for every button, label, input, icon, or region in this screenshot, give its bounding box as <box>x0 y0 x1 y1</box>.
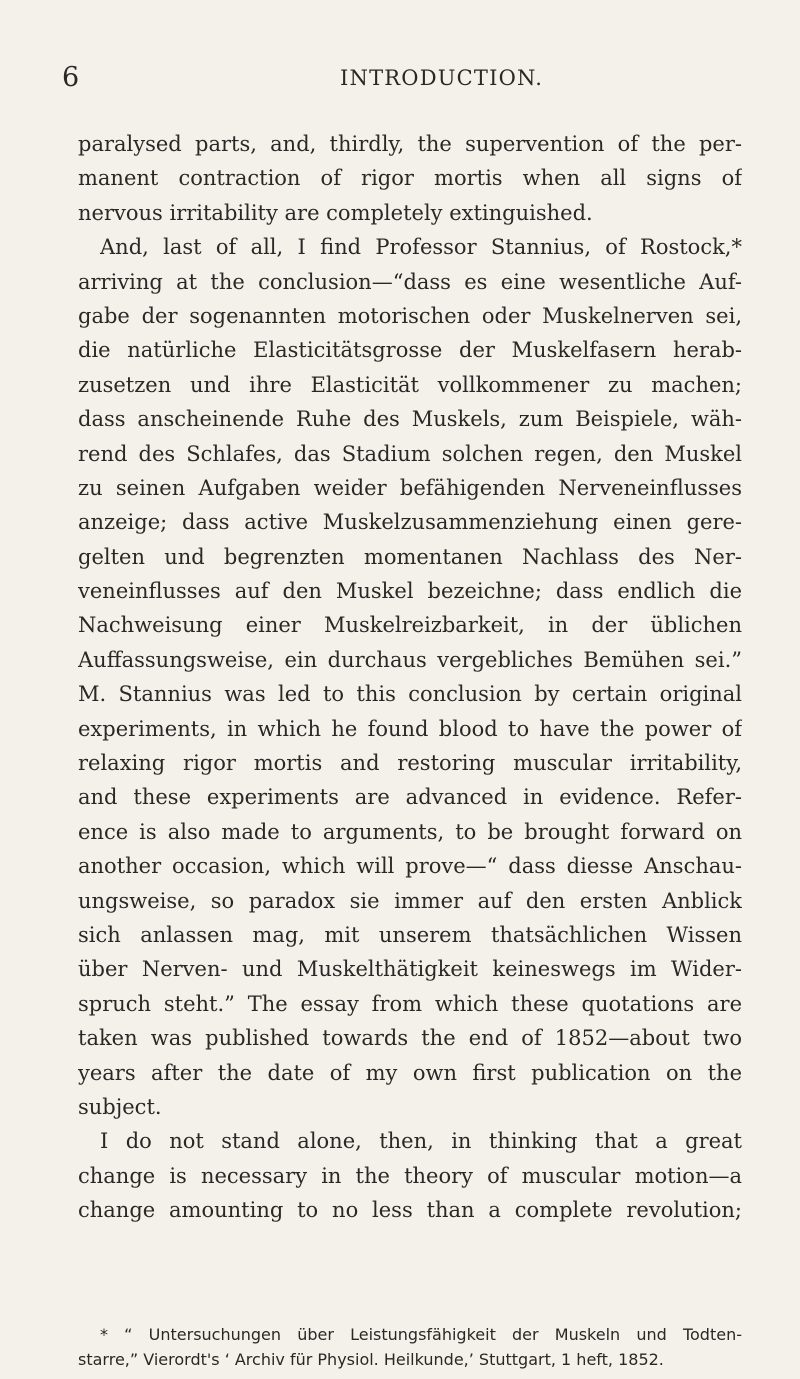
text-line: zusetzen und ihre Elasticität vollkommener zu machen; <box>78 372 742 397</box>
text-line: change amounting to no less than a complete revolution; <box>78 1198 742 1223</box>
footnote-line: * “ Untersuchungen über Leistungsfähigkeit der Muskeln und Todten- <box>100 1325 742 1344</box>
text-line: arriving at the conclusion—“dass es eine wesentliche Auf- <box>78 269 742 294</box>
text-line: relaxing rigor mortis and restoring muscular irritability, <box>78 751 742 776</box>
text-line: Auffassungsweise, ein durchaus vergebliches Bemühen sei.” <box>78 647 742 672</box>
text-line: And, last of all, I find Professor Stannius, of Rostock,* <box>100 235 742 260</box>
text-line: paralysed parts, and, thirdly, the supervention of the per- <box>78 132 742 156</box>
text-line: über Nerven- und Muskelthätigkeit keineswegs im Wider- <box>78 957 742 982</box>
text-line: another occasion, which will prove—“ dass diesse Anschau- <box>78 854 742 879</box>
text-line: veneinflusses auf den Muskel bezeichne; dass endlich die <box>78 579 742 604</box>
text-line: gelten und begrenzten momentanen Nachlass des Ner- <box>78 544 742 569</box>
text-line: die natürliche Elasticitätsgrosse der Muskelfasern herab- <box>78 338 742 363</box>
text-line: spruch steht.” The essay from which these quotations are <box>78 991 742 1016</box>
text-line: sich anlassen mag, mit unserem thatsächlichen Wissen <box>78 922 742 947</box>
text-line: anzeige; dass active Muskelzusammenziehung einen gere- <box>78 510 742 535</box>
footnote <box>78 1322 742 1372</box>
text-line: zu seinen Aufgaben weider befähigenden Nerveneinflusses <box>78 475 742 500</box>
text-line: rend des Schlafes, das Stadium solchen regen, den Muskel <box>78 441 742 466</box>
text-line: manent contraction of rigor mortis when all signs of <box>78 166 742 191</box>
body-text <box>78 127 742 1228</box>
text-line: dass anscheinende Ruhe des Muskels, zum Beispiele, wäh- <box>78 407 742 432</box>
text-line: years after the date of my own first publication on the <box>78 1060 742 1085</box>
text-line: gabe der sogenannten motorischen oder Muskelnerven sei, <box>78 303 742 328</box>
text-line: and these experiments are advanced in evidence. Refer- <box>78 785 742 810</box>
running-head: INTRODUCTION. <box>340 66 544 90</box>
text-line: ence is also made to arguments, to be brought forward on <box>78 819 742 844</box>
text-line: Nachweisung einer Muskelreizbarkeit, in der üblichen <box>78 613 742 638</box>
page-header <box>0 58 800 98</box>
text-line: M. Stannius was led to this conclusion by certain original <box>78 682 742 707</box>
text-line: change is necessary in the theory of muscular motion—a <box>78 1163 742 1188</box>
text-line: taken was published towards the end of 1852—about two <box>78 1026 742 1051</box>
text-line: experiments, in which he found blood to have the power of <box>78 716 742 741</box>
text-line: ungsweise, so paradox sie immer auf den ersten Anblick <box>78 888 742 913</box>
page-number: 6 <box>62 62 80 93</box>
text-line: subject. <box>78 1094 162 1119</box>
text-line: I do not stand alone, then, in thinking that a great <box>100 1129 742 1154</box>
footnote-line: starre,” Vierordt's ‘ Archiv für Physiol. Heilkunde,’ Stuttgart, 1 heft, 1852. <box>78 1350 664 1369</box>
text-line: nervous irritability are completely extinguished. <box>78 200 593 225</box>
